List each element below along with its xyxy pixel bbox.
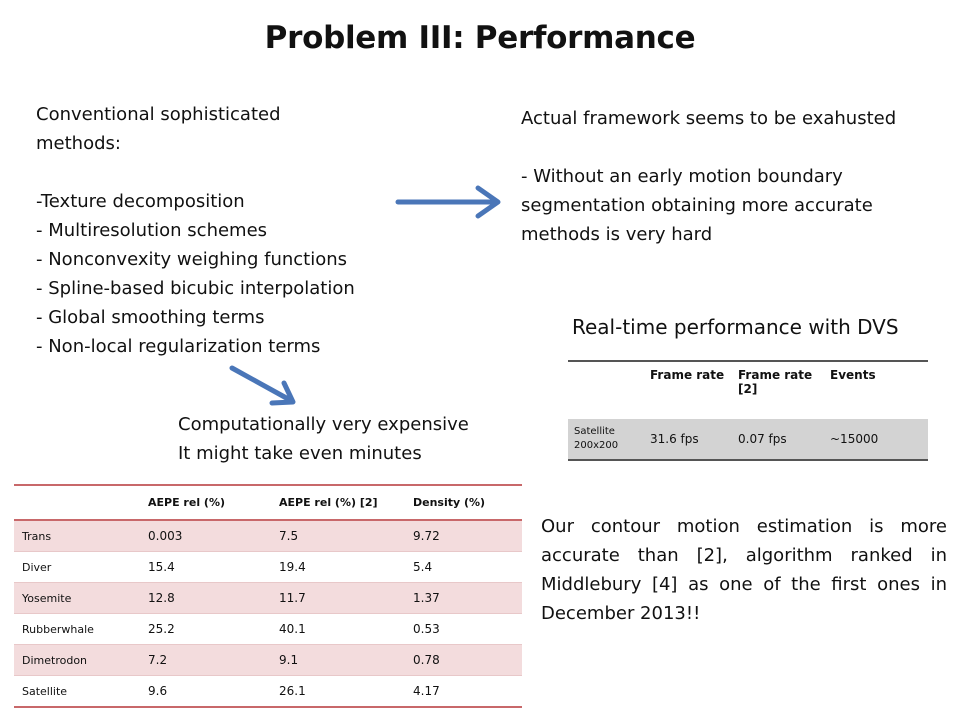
text-line bbox=[36, 158, 396, 187]
text-line: segmentation obtaining more accurate bbox=[521, 195, 873, 216]
text-line: Conventional sophisticated bbox=[36, 104, 281, 125]
table-row bbox=[14, 520, 522, 552]
text-line: - Without an early motion boundary bbox=[521, 166, 843, 187]
computational-cost-text bbox=[178, 410, 518, 468]
column-header bbox=[14, 485, 140, 520]
row-label: Satellite bbox=[14, 676, 140, 708]
table-cell: 19.4 bbox=[271, 552, 405, 583]
text-line: - Non-local regularization terms bbox=[36, 336, 321, 357]
actual-framework-text bbox=[521, 104, 941, 249]
table-cell: 25.2 bbox=[140, 614, 271, 645]
table-cell: 9.72 bbox=[405, 520, 522, 552]
text-line: methods: bbox=[36, 133, 121, 154]
column-header: AEPE rel (%) [2] bbox=[271, 485, 405, 520]
table-cell: 0.07 fps bbox=[732, 419, 824, 460]
table-row bbox=[14, 614, 522, 645]
table-header-row bbox=[568, 361, 928, 419]
row-label: Diver bbox=[14, 552, 140, 583]
table-cell: 1.37 bbox=[405, 583, 522, 614]
text-line bbox=[521, 133, 941, 162]
column-header: Frame rate bbox=[644, 361, 732, 419]
table-cell: 26.1 bbox=[271, 676, 405, 708]
text-line: Actual framework seems to be exahusted bbox=[521, 108, 897, 129]
realtime-table-title: Real-time performance with DVS bbox=[572, 315, 899, 339]
table-cell: 0.53 bbox=[405, 614, 522, 645]
column-header: AEPE rel (%) bbox=[140, 485, 271, 520]
table-cell: 31.6 fps bbox=[644, 419, 732, 460]
table-cell: 15.4 bbox=[140, 552, 271, 583]
arrow-down-right-icon bbox=[226, 362, 302, 410]
table-cell: ~15000 bbox=[824, 419, 928, 460]
text-line: It might take even minutes bbox=[178, 443, 422, 464]
column-header: Events bbox=[824, 361, 928, 419]
table-row bbox=[14, 583, 522, 614]
row-label: Dimetrodon bbox=[14, 645, 140, 676]
table-cell: 12.8 bbox=[140, 583, 271, 614]
row-label: Yosemite bbox=[14, 583, 140, 614]
text-line: - Nonconvexity weighing functions bbox=[36, 249, 348, 270]
column-header bbox=[568, 361, 644, 419]
text-line: - Multiresolution schemes bbox=[36, 220, 268, 241]
column-header: Density (%) bbox=[405, 485, 522, 520]
row-label: Trans bbox=[14, 520, 140, 552]
aepe-results-table bbox=[14, 484, 522, 708]
table-cell: 9.1 bbox=[271, 645, 405, 676]
text-line: Computationally very expensive bbox=[178, 414, 469, 435]
table-cell: 7.5 bbox=[271, 520, 405, 552]
table-header-row bbox=[14, 485, 522, 520]
row-label: Satellite 200x200 bbox=[568, 419, 644, 460]
table-row bbox=[568, 419, 928, 460]
column-header: Frame rate [2] bbox=[732, 361, 824, 419]
text-line: methods is very hard bbox=[521, 224, 713, 245]
table-cell: 7.2 bbox=[140, 645, 271, 676]
text-line: - Spline-based bicubic interpolation bbox=[36, 278, 355, 299]
table-row bbox=[14, 552, 522, 583]
text-line: - Global smoothing terms bbox=[36, 307, 265, 328]
table-cell: 0.78 bbox=[405, 645, 522, 676]
arrow-right-icon bbox=[392, 180, 512, 224]
table-cell: 0.003 bbox=[140, 520, 271, 552]
table-row bbox=[14, 676, 522, 708]
table-cell: 4.17 bbox=[405, 676, 522, 708]
realtime-performance-table bbox=[568, 360, 928, 461]
text-line: -Texture decomposition bbox=[36, 191, 245, 212]
slide-title: Problem III: Performance bbox=[264, 20, 696, 56]
table-cell: 5.4 bbox=[405, 552, 522, 583]
table-row bbox=[14, 645, 522, 676]
row-label: Rubberwhale bbox=[14, 614, 140, 645]
conclusion-text: Our contour motion estimation is more accurate than [2], algorithm ranked in Middlebury [4] as one of the first ones in December 2013!! bbox=[541, 516, 947, 624]
table-cell: 40.1 bbox=[271, 614, 405, 645]
conventional-methods-text bbox=[36, 100, 396, 361]
table-cell: 9.6 bbox=[140, 676, 271, 708]
table-cell: 11.7 bbox=[271, 583, 405, 614]
